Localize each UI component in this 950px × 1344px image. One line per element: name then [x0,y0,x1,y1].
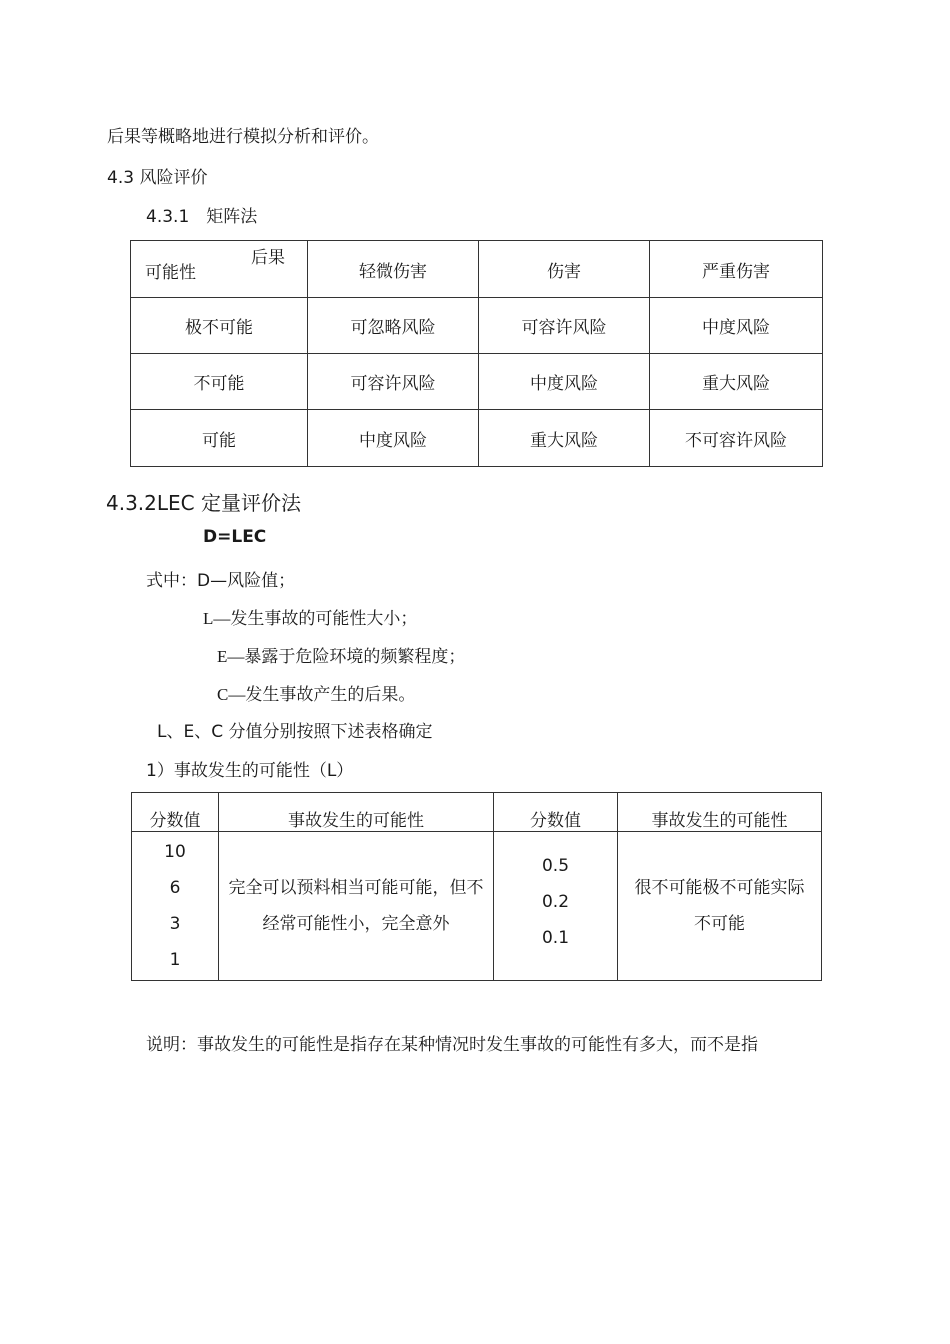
matrix-cell: 中度风险 [479,354,650,410]
matrix-row [131,298,823,354]
matrix-corner-cell [131,241,308,298]
matrix-cell: 中度风险 [650,298,823,354]
section-heading-4-3: 4.3 风险评价 [107,168,208,188]
matrix-header-row [131,241,823,298]
matrix-col-header: 伤害 [479,241,650,298]
likelihood-score-cell-left [132,832,219,981]
matrix-row-label: 不可能 [131,354,308,410]
matrix-row [131,410,823,467]
formula-desc-d: 式中：D—风险值； [146,571,296,591]
likelihood-score-cell-right [494,832,618,981]
matrix-row-label: 极不可能 [131,298,308,354]
matrix-col-header: 严重伤害 [650,241,823,298]
likelihood-score: 1 [169,950,181,970]
matrix-corner-consequence: 后果 [251,248,285,268]
risk-matrix-table [130,240,823,467]
likelihood-score: 0.5 [541,856,570,876]
matrix-cell: 不可容许风险 [650,410,823,467]
matrix-cell: 重大风险 [650,354,823,410]
matrix-cell: 中度风险 [308,410,479,467]
formula: D=LEC [203,527,267,547]
formula-desc-e: E—暴露于危险环境的频繁程度； [217,647,466,666]
likelihood-header: 事故发生的可能性 [219,793,494,832]
likelihood-table [131,792,822,981]
section-heading-4-3-1: 4.3.1 矩阵法 [146,207,258,227]
formula-desc-l: L—发生事故的可能性大小； [203,609,418,628]
likelihood-score: 10 [164,842,186,862]
matrix-cell: 可容许风险 [479,298,650,354]
formula-desc-c: C—发生事故产生的后果。 [217,685,416,704]
intro-line: 后果等概略地进行模拟分析和评价。 [107,127,379,147]
likelihood-header-row [132,793,822,832]
lec-note: L、E、C 分值分别按照下述表格确定 [157,722,433,742]
table-l-title: 1）事故发生的可能性（L） [146,761,354,781]
likelihood-header: 分数值 [132,793,219,832]
matrix-col-header: 轻微伤害 [308,241,479,298]
matrix-row-label: 可能 [131,410,308,467]
likelihood-score: 0.2 [541,892,570,912]
likelihood-score: 3 [169,914,181,934]
likelihood-score: 6 [169,878,181,898]
matrix-row [131,354,823,410]
likelihood-score: 0.1 [541,928,570,948]
matrix-corner-likelihood: 可能性 [145,263,196,283]
likelihood-header: 分数值 [494,793,618,832]
likelihood-header: 事故发生的可能性 [618,793,822,832]
likelihood-desc: 完全可以预料相当可能可能，但不经常可能性小，完全意外 [228,878,484,934]
explanation-line: 说明：事故发生的可能性是指存在某种情况时发生事故的可能性有多大，而不是指 [146,1035,758,1055]
matrix-cell: 可忽略风险 [308,298,479,354]
likelihood-desc: 很不可能极不可能实际不可能 [634,878,805,934]
likelihood-body-row [132,832,822,981]
matrix-cell: 重大风险 [479,410,650,467]
section-heading-4-3-2: 4.3.2LEC 定量评价法 [106,491,301,515]
likelihood-desc-cell-left [219,832,494,981]
matrix-cell: 可容许风险 [308,354,479,410]
likelihood-desc-cell-right [618,832,822,981]
